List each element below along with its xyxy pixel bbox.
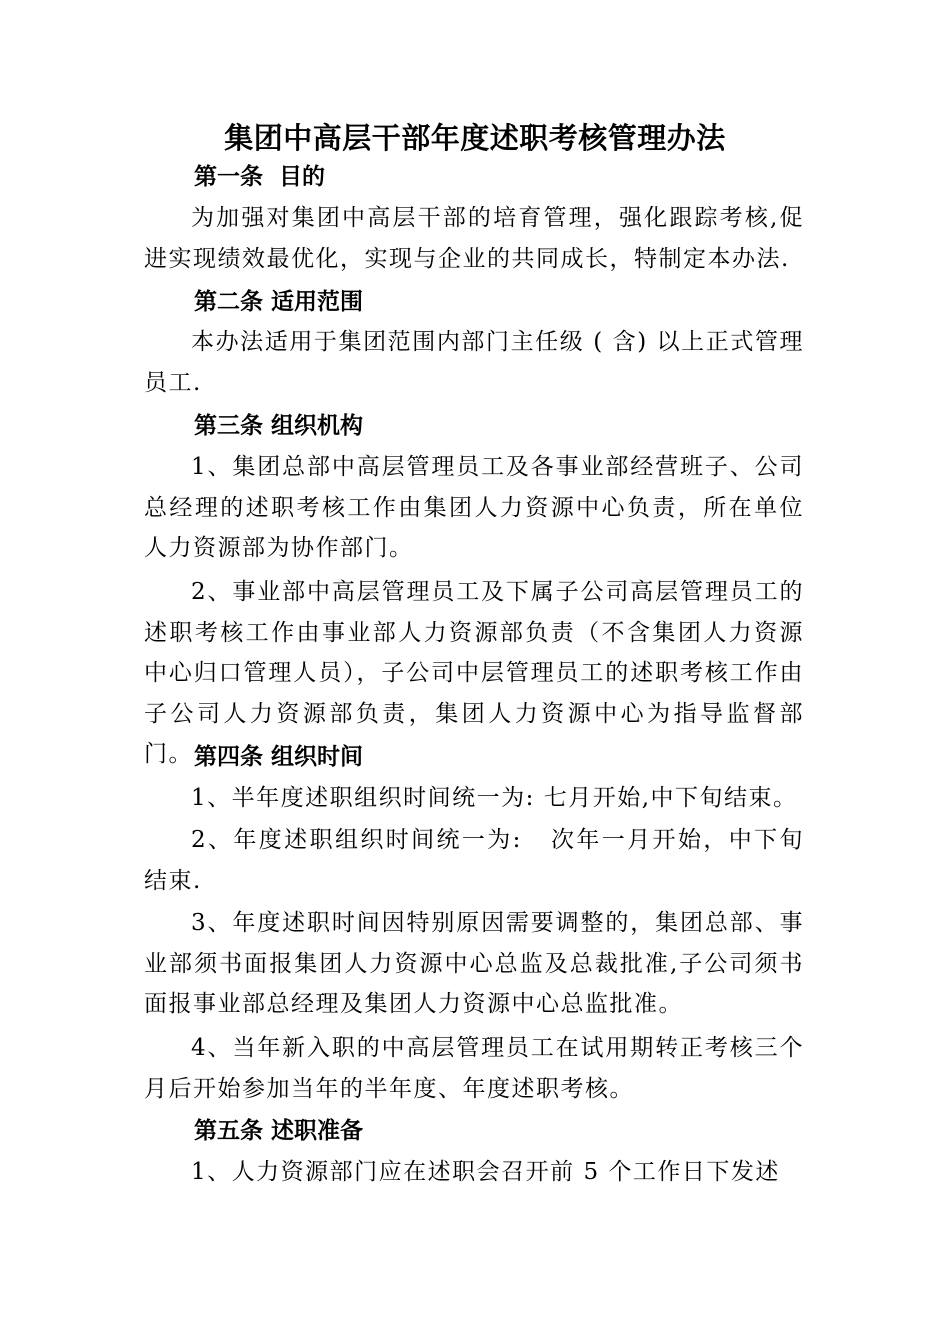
section-heading-4: 第四条 组织时间	[194, 744, 364, 770]
paragraph-4-2: 2、年度述职组织时间统一为: 次年一月开始，中下旬结束.	[144, 827, 804, 894]
section-heading-2: 第二条 适用范围	[194, 289, 364, 315]
section-heading-5: 第五条 述职准备	[194, 1118, 364, 1144]
paragraph-5-1: 1、人力资源部门应在述职会召开前 5 个工作日下发述	[191, 1159, 780, 1185]
paragraph-4-1: 1、半年度述职组织时间统一为: 七月开始,中下旬结束。	[191, 785, 798, 811]
paragraph-1-1: 为加强对集团中高层干部的培育管理，强化跟踪考核,促进实现绩效最优化，实现与企业的共同成长，特制定本办法.	[144, 205, 804, 272]
paragraph-4-3: 3、年度述职时间因特别原因需要调整的，集团总部、事业部须书面报集团人力资源中心总监及总裁批准,子公司须书面报事业部总经理及集团人力资源中心总监批准。	[144, 910, 804, 1017]
paragraph-3-1: 1、集团总部中高层管理员工及各事业部经营班子、公司总经理的述职考核工作由集团人力资源中心负责，所在单位人力资源部为协作部门。	[144, 454, 804, 561]
section-heading-3: 第三条 组织机构	[194, 413, 364, 439]
paragraph-4-4: 4、当年新入职的中高层管理员工在试用期转正考核三个月后开始参加当年的半年度、年度述职考核。	[144, 1035, 804, 1102]
paragraph-3-2: 2、事业部中高层管理员工及下属子公司高层管理员工的述职考核工作由事业部人力资源部负责（不含集团人力资源中心归口管理人员），子公司中层管理员工的述职考核工作由子公司人力资源部负责，集团人力资源中心为指导监督部门。	[144, 579, 804, 767]
paragraph-2-1: 本办法适用于集团范围内部门主任级 ( 含) 以上正式管理员工.	[144, 329, 804, 396]
section-heading-1: 第一条 目的	[194, 164, 326, 190]
document-title: 集团中高层干部年度述职考核管理办法	[224, 121, 726, 155]
